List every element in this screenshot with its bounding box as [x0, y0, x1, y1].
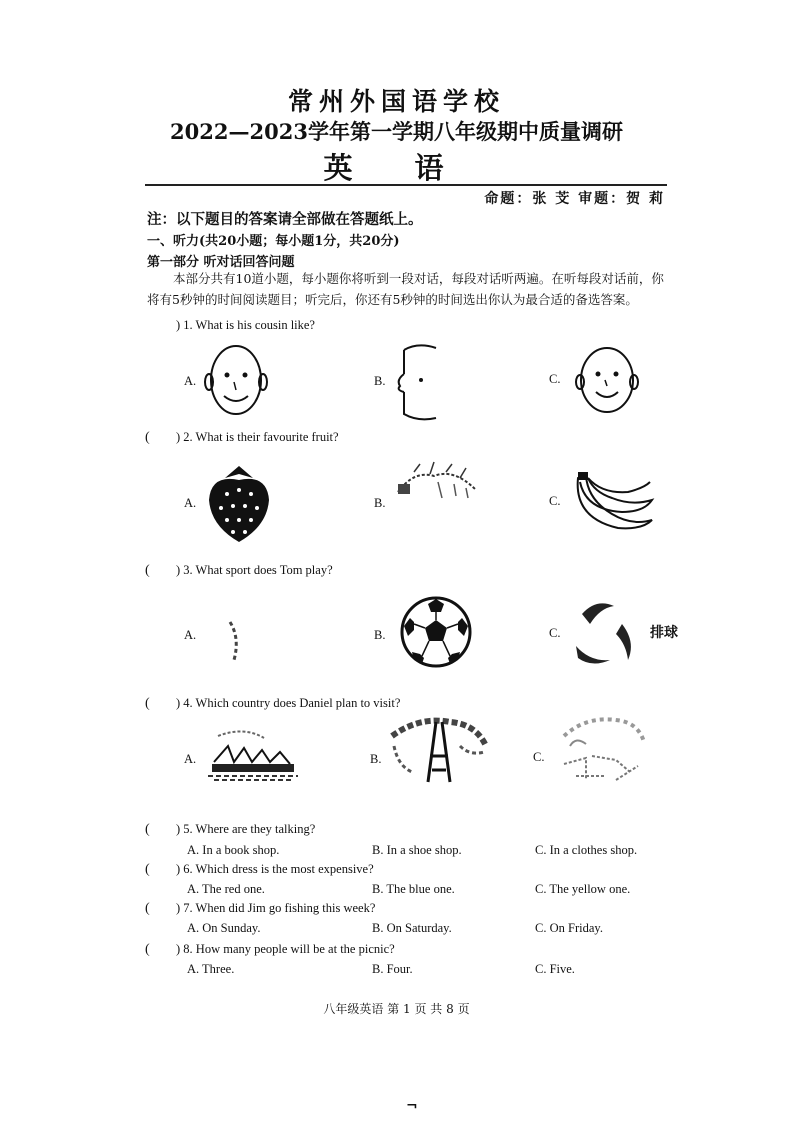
- q6-answer-paren: (: [145, 862, 150, 877]
- q1-option-b-label: B.: [374, 374, 386, 388]
- subject-title: 英 语: [323, 151, 470, 185]
- q8-option-b: B. Four.: [372, 962, 413, 976]
- q5-answer-paren: (: [145, 822, 150, 837]
- q6-option-c: C. The yellow one.: [535, 882, 631, 896]
- round-face-grin-icon: [572, 344, 642, 416]
- q7-option-c: C. On Friday.: [535, 921, 603, 935]
- q5-option-a: A. In a book shop.: [187, 843, 280, 857]
- corner-mark: ¬: [406, 1098, 418, 1114]
- page-footer: 八年级英语 第 1 页 共 8 页: [323, 1002, 470, 1016]
- strawberry-icon: [205, 460, 273, 544]
- q4-answer-paren: (: [145, 696, 150, 711]
- opera-house-icon: [204, 726, 300, 784]
- exam-title: 2022—2023学年第一学期八年级期中质量调研: [170, 119, 623, 144]
- q6-option-b: B. The blue one.: [372, 882, 455, 896]
- q5-option-c: C. In a clothes shop.: [535, 843, 638, 857]
- question-2: ) 2. What is their favourite fruit?: [176, 430, 339, 444]
- question-3: ) 3. What sport does Tom play?: [176, 563, 333, 577]
- q3-option-b-label: B.: [374, 628, 386, 642]
- q2-option-c-label: C.: [549, 494, 561, 508]
- authors-line: 命题：张 芠 审题：贺 莉: [484, 191, 665, 207]
- question-1: ) 1. What is his cousin like?: [176, 318, 315, 332]
- question-4: ) 4. Which country does Daniel plan to visit?: [176, 696, 401, 710]
- section-heading: 一、听力(共20小题；每小题1分，共20分): [147, 234, 400, 249]
- question-8: ) 8. How many people will be at the picnic?: [176, 942, 395, 956]
- q3-volleyball-label: 排球: [650, 625, 678, 641]
- q2-answer-paren: (: [145, 430, 150, 445]
- football-icon: [400, 596, 472, 668]
- q2-option-b-label: B.: [374, 496, 386, 510]
- q4-option-a-label: A.: [184, 752, 197, 766]
- q4-option-c-label: C.: [533, 750, 545, 764]
- q7-option-a: A. On Sunday.: [187, 921, 261, 935]
- answer-note: 注：以下题目的答案请全部做在答题纸上。: [147, 211, 423, 228]
- question-7: ) 7. When did Jim go fishing this week?: [176, 901, 376, 915]
- volleyball-icon: [570, 598, 636, 668]
- eiffel-tower-icon: [390, 716, 488, 786]
- header-divider: [145, 184, 667, 186]
- q1-option-a-label: A.: [184, 374, 197, 388]
- q8-answer-paren: (: [145, 942, 150, 957]
- q3-option-c-label: C.: [549, 626, 561, 640]
- q8-option-c: C. Five.: [535, 962, 575, 976]
- q4-option-b-label: B.: [370, 752, 382, 766]
- square-face-icon: [394, 344, 440, 424]
- question-6: ) 6. Which dress is the most expensive?: [176, 862, 374, 876]
- bat-fragment-icon: [226, 620, 242, 662]
- q5-option-b: B. In a shoe shop.: [372, 843, 462, 857]
- landmark-icon: [556, 716, 646, 786]
- instructions: 本部分共有10道小题，每小题你将听到一段对话，每段对话听两遍。在听每段对话前，你将有5秒钟的时间阅读题目；听完后，你还有5秒钟的时间选出你认为最合适的备选答案。: [147, 271, 664, 307]
- banana-icon: [572, 470, 656, 540]
- part-heading: 第一部分 听对话回答问题: [147, 255, 295, 270]
- q1-option-c-label: C.: [549, 372, 561, 386]
- question-5: ) 5. Where are they talking?: [176, 822, 316, 836]
- q7-option-b: B. On Saturday.: [372, 921, 452, 935]
- q7-answer-paren: (: [145, 901, 150, 916]
- q2-option-a-label: A.: [184, 496, 197, 510]
- round-face-smile-icon: [204, 342, 268, 418]
- q6-option-a: A. The red one.: [187, 882, 265, 896]
- q8-option-a: A. Three.: [187, 962, 235, 976]
- q3-option-a-label: A.: [184, 628, 197, 642]
- pineapple-icon: [394, 462, 480, 504]
- school-name: 常州外国语学校: [287, 87, 505, 116]
- q3-answer-paren: (: [145, 563, 150, 578]
